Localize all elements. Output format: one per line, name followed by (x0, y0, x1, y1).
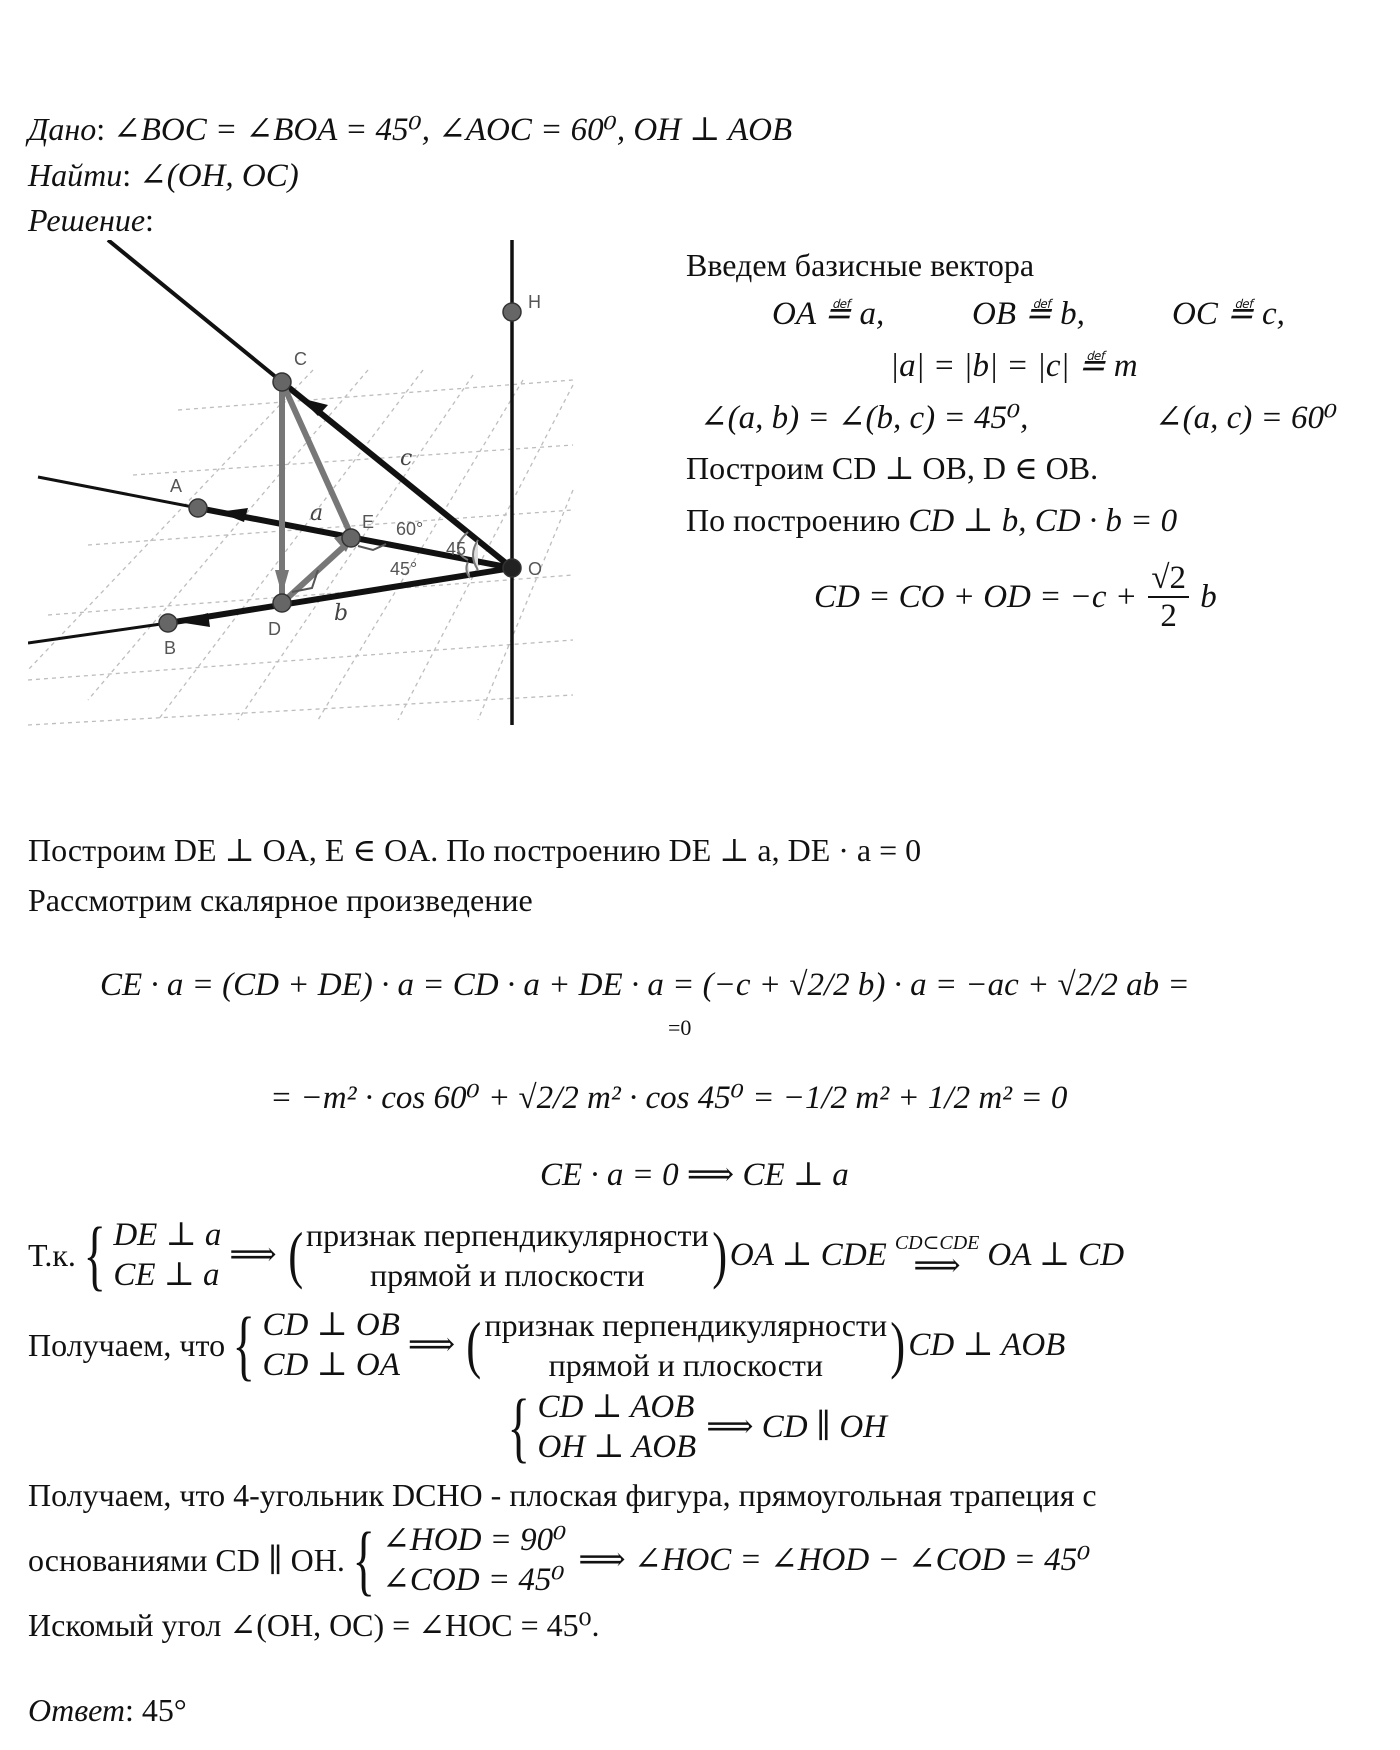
get-brace: { (232, 1301, 256, 1388)
tk-brace: { (83, 1211, 106, 1298)
label-vector-c: c (400, 446, 413, 471)
parallel-result: ⟹ CD ∥ OH (706, 1409, 888, 1445)
get-paren-open: ( (466, 1309, 482, 1380)
find-line: Найти: ∠(OH, OC) (28, 157, 299, 194)
equation-3: CE · a = 0 ⟹ CE ⊥ a (540, 1157, 849, 1193)
cd-expression (814, 560, 1217, 634)
tk-system-row-2: CE ⊥ a (113, 1257, 220, 1293)
basis-def-a: OA ≝ a, (772, 296, 885, 332)
label-a: A (170, 476, 183, 496)
bases-label: основаниями CD ∥ OH. (28, 1542, 345, 1578)
get-criterion-row-1: признак перпендикулярности (484, 1307, 888, 1343)
tk-result: OA ⊥ CDE (729, 1237, 887, 1273)
cd-expr-left: CD = CO + OD = −c + (814, 579, 1138, 615)
solution-label: Решение (28, 202, 146, 238)
angle-label-60: 60° (396, 519, 424, 539)
basis-angles-1: ∠(a, b) = ∠(b, c) = 45⁰, (700, 400, 1029, 436)
basis-intro: Введем базисные вектора (686, 247, 1035, 283)
label-c: C (294, 349, 307, 369)
answer-label: Ответ (28, 1692, 125, 1728)
parallel-system (537, 1387, 696, 1467)
bases-system-row-1: ∠HOD = 90⁰ (382, 1522, 567, 1558)
parallel-system-row-2: OH ⊥ AOB (537, 1429, 697, 1465)
bases-block (28, 1515, 1090, 1605)
label-vector-a: a (310, 501, 324, 526)
label-vector-b: b (334, 601, 349, 626)
right-angle-e (358, 544, 386, 550)
answer-line: Ответ: 45° (28, 1692, 187, 1728)
cd-fraction (1148, 560, 1189, 634)
build-cd-line: Построим CD ⊥ OB, D ∈ OB. (686, 450, 1099, 486)
basis-def-c: OC ≝ c, (1172, 296, 1285, 332)
bases-result: ⟹ ∠HOC = ∠HOD − ∠COD = 45⁰ (578, 1542, 1091, 1578)
basis-angles-2: ∠(a, c) = 60⁰ (1155, 400, 1338, 436)
cd-fraction-num: √2 (1148, 560, 1189, 598)
tk-criterion-row-1: признак перпендикулярности (306, 1217, 709, 1253)
bases-system-row-2: ∠COD = 45⁰ (382, 1562, 565, 1598)
tk-final: OA ⊥ CD (987, 1237, 1125, 1273)
equation-2: = −m² · cos 60⁰ + √2/2 m² · cos 45⁰ = −1/2 m² + 1/2 m² = 0 (270, 1080, 1068, 1116)
sought-line: Искомый угол ∠(OH, OC) = ∠HOC = 45⁰. (28, 1607, 600, 1643)
tk-label: Т.к. (28, 1237, 76, 1273)
tk-system-row-1: DE ⊥ a (113, 1217, 222, 1253)
angle-arc-45-upper (473, 540, 478, 570)
tk-arrow (894, 1232, 980, 1284)
tk-criterion (306, 1215, 709, 1295)
parallel-system-row-1: CD ⊥ AOB (537, 1389, 695, 1425)
point-e (342, 529, 360, 547)
bases-brace: { (352, 1516, 375, 1603)
point-b (159, 614, 177, 632)
cd-fraction-den: 2 (1160, 598, 1177, 634)
line-de: Построим DE ⊥ OA, E ∈ OA. По построению DE ⊥ a, DE · a = 0 (28, 832, 922, 868)
solution-line: Решение: (28, 202, 154, 238)
by-build-expr: CD ⊥ b, CD · b = 0 (908, 503, 1178, 539)
get-system-row-2: CD ⊥ OA (262, 1347, 400, 1383)
find-text: ∠(OH, OC) (139, 158, 299, 194)
parallel-block (500, 1382, 887, 1472)
tk-paren-open: ( (287, 1219, 303, 1290)
ray-ob-extension (28, 623, 168, 643)
label-d: D (268, 619, 281, 639)
angle-label-45-upper: 45 (446, 539, 467, 559)
by-build-line (686, 500, 1177, 541)
label-o: O (528, 559, 543, 579)
angle-label-45-lower: 45° (390, 559, 418, 579)
ray-oc-extension (108, 240, 282, 382)
label-e: E (362, 512, 375, 532)
given-text: ∠BOC = ∠BOA = 45⁰, ∠AOC = 60⁰, OH ⊥ AOB (113, 112, 793, 148)
get-system (263, 1305, 400, 1385)
get-label: Получаем, что (28, 1327, 226, 1363)
get-implies: ⟹ (407, 1327, 456, 1363)
find-label: Найти (28, 157, 123, 193)
get-result: CD ⊥ AOB (908, 1327, 1066, 1363)
tk-system (113, 1215, 221, 1295)
get-paren-close: ) (890, 1309, 906, 1380)
point-o (503, 559, 521, 577)
tk-criterion-row-2: прямой и плоскости (370, 1257, 645, 1293)
arrowhead-cd (275, 570, 289, 595)
given-line: Дано: ∠BOC = ∠BOA = 45⁰, ∠AOC = 60⁰, OH ⊥ AOB (28, 111, 793, 148)
tk-arrow-symbol: ⟹ (913, 1248, 961, 1284)
tk-block (28, 1210, 1124, 1300)
get-criterion-row-2: прямой и плоскости (548, 1347, 824, 1383)
given-label: Дано (28, 111, 97, 147)
geometry-figure (28, 240, 598, 730)
tk-arrow-over: CD⊂CDE (894, 1232, 980, 1254)
get-system-row-1: CD ⊥ OB (262, 1307, 400, 1343)
cd-expr-b: b (1200, 579, 1217, 615)
tk-implies: ⟹ (229, 1237, 277, 1273)
point-h (503, 303, 521, 321)
tk-paren-close: ) (711, 1219, 727, 1290)
parallel-brace: { (507, 1383, 530, 1470)
line-consider: Рассмотрим скалярное произведение (28, 882, 533, 918)
equation-1-underbrace: =0 (668, 1015, 692, 1040)
point-a (189, 499, 207, 517)
basis-norms: |a| = |b| = |c| ≝ m (890, 348, 1138, 384)
basis-def-b: OB ≝ b, (972, 296, 1085, 332)
point-c (273, 373, 291, 391)
by-build-label: По построению (686, 502, 901, 538)
answer-value: 45° (141, 1692, 187, 1728)
quad-line: Получаем, что 4-угольник DCHO - плоская фигура, прямоугольная трапеция с (28, 1477, 1097, 1513)
bases-system (382, 1520, 566, 1600)
label-b: B (164, 638, 177, 658)
equation-1: CE · a = (CD + DE) · a = CD · a + DE · a = (−c + √2/2 b) · a = −ac + √2/2 ab = (100, 967, 1190, 1003)
label-h: H (528, 292, 541, 312)
point-d (273, 594, 291, 612)
get-block (28, 1300, 1065, 1390)
get-criterion (485, 1305, 888, 1385)
